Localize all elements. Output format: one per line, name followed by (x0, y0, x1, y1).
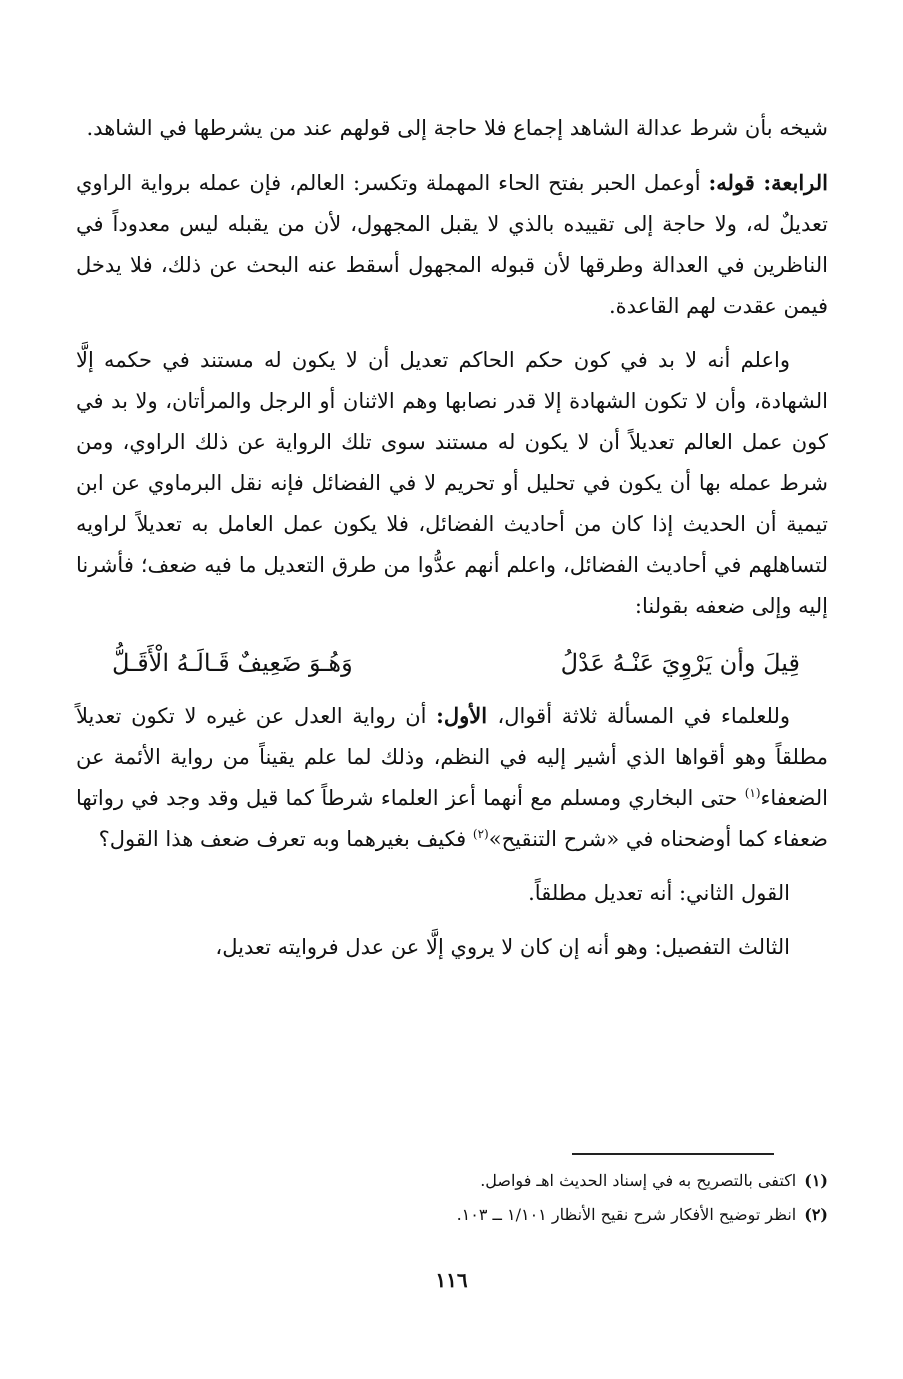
verse-line (76, 641, 828, 685)
footnote-1-text: اكتفى بالتصريح به في إسناد الحديث اهـ فواصل. (480, 1171, 797, 1190)
footnote-2 (76, 1198, 828, 1232)
footnotes (76, 1164, 828, 1232)
paragraph-6: الثالث التفصيل: وهو أنه إن كان لا يروي إلَّا عن عدل فروايته تعديل، (215, 935, 790, 959)
footnote-divider (572, 1153, 774, 1155)
footnote-1 (76, 1164, 828, 1198)
paragraph-2-label: الرابعة: قوله: (708, 170, 829, 195)
footnote-ref-2[interactable]: (٢) (472, 827, 489, 841)
paragraph-4-text-c: فكيف بغيرهما وبه تعرف ضعف هذا القول؟ (98, 827, 473, 851)
paragraph-2-text: أوعمل الحبر بفتح الحاء المهملة وتكسر: العالم، فإن عمله برواية الراوي تعديلٌ له، ولا حاجة إلى تقييده بالذي لا يقبل المجهول، لأن من يقبله ليس معدوداً في الناظرين في العدالة وطرقها لأن قبوله المجهول أسقط عنه البحث عن ذلك، فلا يدخل فيمن عقدت لهم القاعدة. (76, 171, 828, 318)
page-number: ١١٦ (435, 1268, 468, 1292)
footnote-1-number: (١) (804, 1171, 828, 1190)
verse-second-hemistich: وَهُـوَ ضَعِيفٌ قَـالَـهُ الْأَقَـلُّ (112, 649, 353, 677)
footnote-2-number: (٢) (804, 1205, 828, 1224)
paragraph-4-text-b: حتى البخاري ومسلم مع أنهما أعز العلماء شرطاً كما قيل وقد وجد في رواتها ضعفاء كما أوضحناه في «شرح التنقيح» (76, 786, 828, 851)
paragraph-4-intro: وللعلماء في المسألة ثلاثة أقوال، (497, 704, 790, 728)
paragraph-1: شيخه بأن شرط عدالة الشاهد إجماع فلا حاجة إلى قولهم عند من يشرطها في الشاهد. (86, 116, 828, 140)
paragraph-4-text-a: أن رواية العدل عن غيره لا تكون تعديلاً مطلقاً وهو أقواها الذي أشير إليه في النظم، وذلك لما علم يقيناً من رواية الأئمة عن الضعفاء (76, 704, 828, 810)
verse-first-hemistich: قِيلَ وأن يَرْوِيَ عَنْـهُ عَدْلُ (560, 649, 800, 677)
paragraph-4-label: الأول: (436, 703, 498, 728)
footnote-ref-1[interactable]: (١) (744, 786, 761, 800)
paragraph-5: القول الثاني: أنه تعديل مطلقاً. (528, 881, 790, 905)
paragraph-3: واعلم أنه لا بد في كون حكم الحاكم تعديل أن لا يكون له مستند في حكمه إلَّا الشهادة، وأن لا تكون الشهادة إلا قدر نصابها وهم الاثنان أو الرجل والمرأتان، ولا بد في كون عمل العالم تعديلاً أن لا يكون له مستند سوى تلك الرواية عن ذلك الراوي، ومن شرط عمله بها أن يكون في تحليل أو تحريم لا في الفضائل فإنه نقل البرماوي عن ابن تيمية أن الحديث إذا كان من أحاديث الفضائل، فلا يكون عمل العامل به تعديلاً لراويه لتساهلهم في أحاديث الفضائل، واعلم أنهم عدُّوا من طرق التعديل ما فيه ضعف؛ فأشرنا إليه وإلى ضعفه بقولنا: (76, 348, 828, 618)
paragraph-4 (76, 695, 828, 860)
paragraph-2 (76, 162, 828, 327)
main-text (76, 108, 828, 968)
footnote-2-text: انظر توضيح الأفكار شرح نقيح الأنظار ١/١٠١ ــ ١٠٣. (456, 1205, 797, 1224)
